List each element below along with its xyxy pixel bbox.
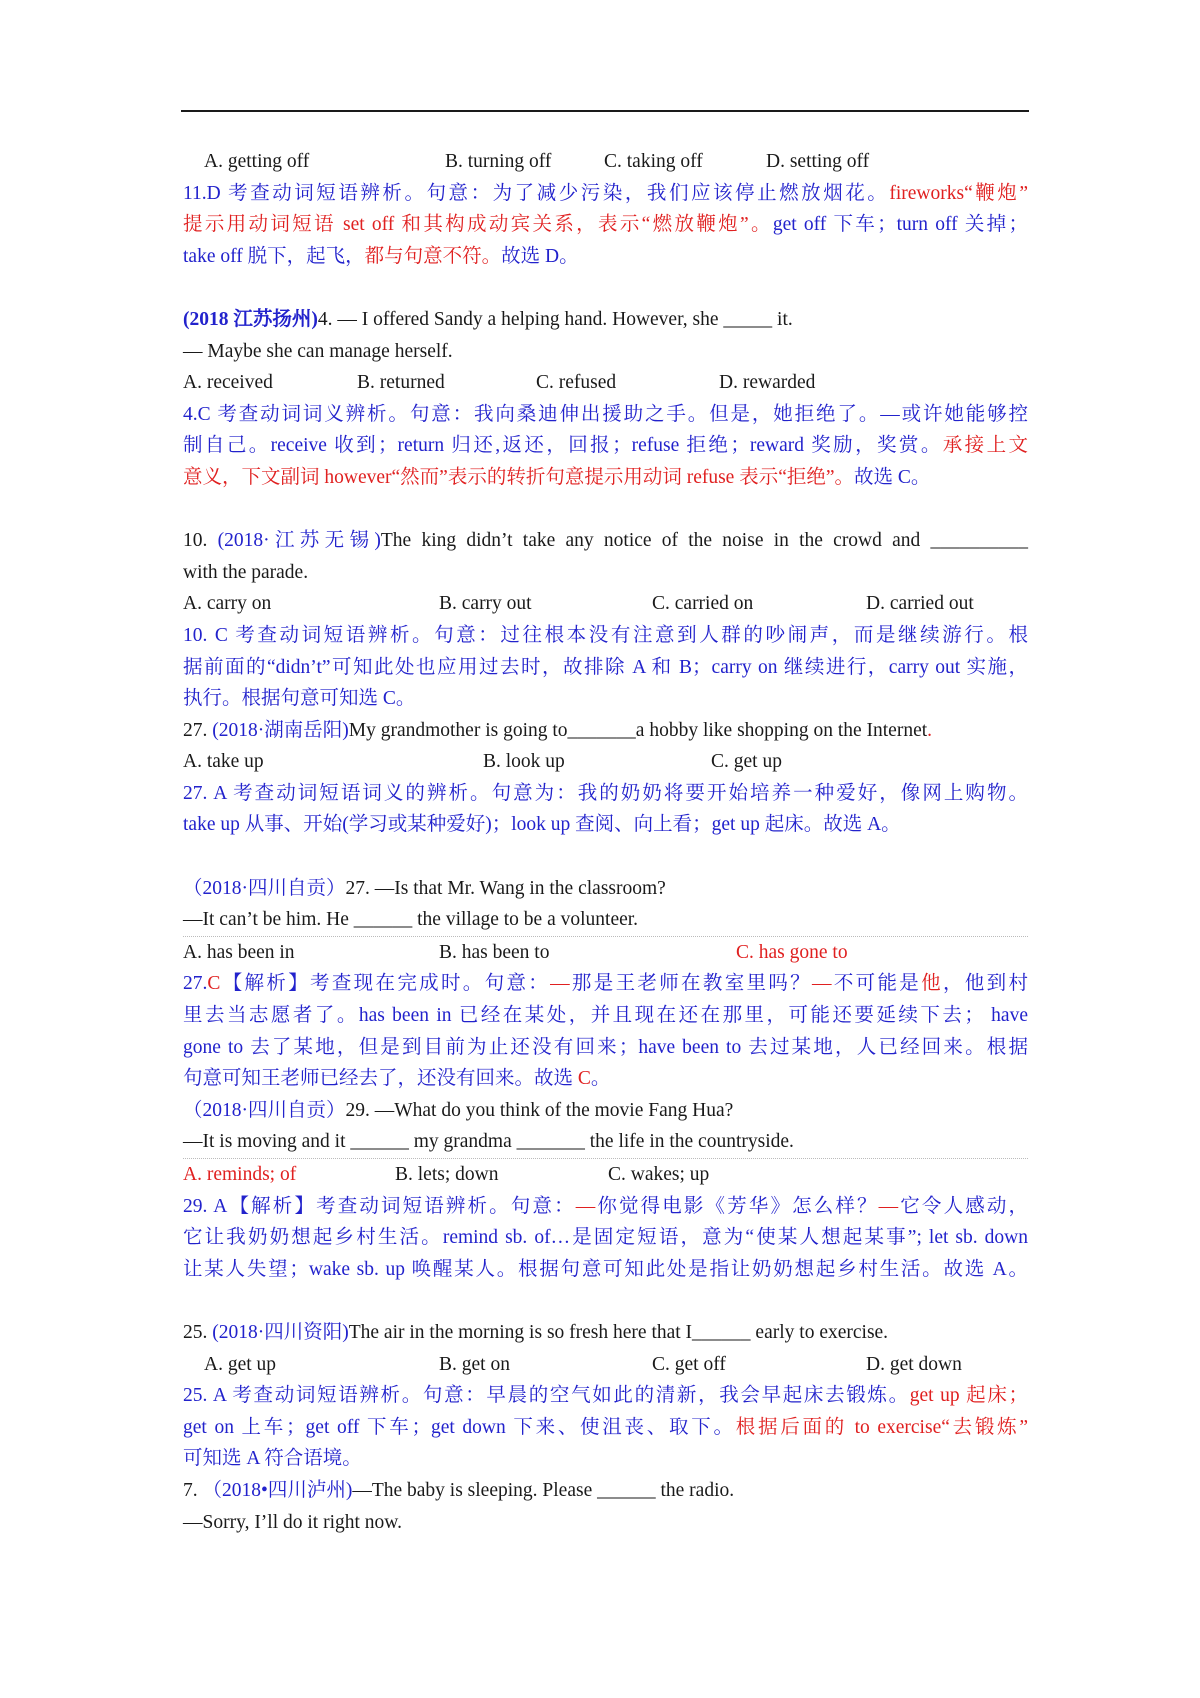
q10-option-a: A. carry on <box>183 593 272 615</box>
q7-source: （2018•四川泸州) <box>202 1479 353 1501</box>
q27b-reply: —It can’t be him. He ______ the village to be a volunteer. <box>183 904 1028 937</box>
header-rule <box>181 110 1029 112</box>
q27b-option-a: A. has been in <box>183 941 295 963</box>
q10-answer-line-1: 10. C 考查动词短语辨析。句意：过往根本没有注意到人群的吵闹声，而是继续游行。根 <box>183 624 1028 646</box>
q27b-option-c: C. has gone to <box>736 941 848 963</box>
q29-option-b: B. lets; down <box>395 1164 499 1185</box>
q27a-options <box>183 746 1028 778</box>
q4-reply: — Maybe she can manage herself. <box>183 340 453 362</box>
q25-options <box>183 1349 1028 1381</box>
q10-answer-line-2: 据前面的“didn’t”可知此处也应用过去时，故排除 A 和 B；carry on 继续进行，carry out 实施， <box>183 656 1028 678</box>
q11-option-a: A. getting off <box>204 151 310 172</box>
q27b-answer-line-3: gone to 去了某地，但是到目前为止还没有回来；have been to 去过某地，人已经回来。根据 <box>183 1036 1028 1058</box>
q4-answer-line-2: 制自己。receive 收到；return 归还,返还，回报；refuse 拒绝；reward 奖励，奖赏。承接上文 <box>183 435 1028 457</box>
q29-source: （2018·四川自贡） <box>183 1099 346 1121</box>
q27b-source: （2018·四川自贡） <box>183 877 346 899</box>
q27a-option-a: A. take up <box>183 751 264 773</box>
q25-source: (2018·四川资阳) <box>212 1321 349 1343</box>
q11-answer-line-2: 提示用动词短语 set off 和其构成动宾关系，表示“燃放鞭炮”。get off 下车；turn off 关掉； <box>183 214 1028 236</box>
q4-option-a: A. received <box>183 372 273 394</box>
q7-reply: —Sorry, I’ll do it right now. <box>183 1511 402 1533</box>
q10-option-b: B. carry out <box>439 593 532 615</box>
q25-option-c: C. get off <box>652 1353 726 1375</box>
q11-option-b: B. turning off <box>445 151 552 172</box>
q25-answer-line-2: get on 上车；get off 下车；get down 下来、使沮丧、取下。根据后面的 to exercise“去锻炼” <box>183 1416 1028 1438</box>
q27a-answer-line-1: 27. A 考查动词短语词义的辨析。句意为：我的奶奶将要开始培养一种爱好，像网上购物。 <box>183 782 1028 804</box>
q11-answer-line-3: take off 脱下，起飞，都与句意不符。故选 D。 <box>183 245 579 267</box>
q29-reply: —It is moving and it ______ my grandma _______ the life in the countryside. <box>183 1126 1028 1159</box>
q27a-stem: 27. (2018·湖南岳阳)My grandmother is going to_______a hobby like shopping on the Internet. <box>183 719 933 741</box>
q29-answer-line-1: 29. A【解析】考查动词短语辨析。句意：—你觉得电影《芳华》怎么样？—它令人感动， <box>183 1195 1028 1217</box>
q29-option-a: A. reminds; of <box>183 1164 297 1185</box>
q27a-option-c: C. get up <box>711 751 782 773</box>
q4-answer-line-3: 意义，下文副词 however“然而”表示的转折句意提示用动词 refuse 表示“拒绝”。故选 C。 <box>183 466 931 488</box>
q27a-answer-line-2: take up 从事、开始(学习或某种爱好)；look up 查阅、向上看；get up 起床。故选 A。 <box>183 814 901 836</box>
q11-answer-line-1: 11.D 考查动词短语辨析。句意：为了减少污染，我们应该停止燃放烟花。fireworks“鞭炮” <box>183 182 1028 204</box>
q10-source: (2018·江苏无锡) <box>217 530 381 552</box>
q10-option-d: D. carried out <box>866 593 974 615</box>
q11-option-d: D. setting off <box>766 151 870 172</box>
q4-answer-line-1: 4.C 考查动词词义辨析。句意：我向桑迪伸出援助之手。但是，她拒绝了。—或许她能够控 <box>183 403 1028 425</box>
q29-option-c: C. wakes; up <box>608 1164 710 1185</box>
q25-option-d: D. get down <box>866 1353 962 1375</box>
q10-answer-line-3: 执行。根据句意可知选 C。 <box>183 688 416 710</box>
q29-options <box>183 1159 1028 1191</box>
q27a-option-b: B. look up <box>483 751 565 773</box>
q29-answer-line-3: 让某人失望；wake sb. up 唤醒某人。根据句意可知此处是指让奶奶想起乡村生活。故选 A。 <box>183 1258 1028 1280</box>
q25-answer-line-1: 25. A 考查动词短语辨析。句意：早晨的空气如此的清新，我会早起床去锻炼。get up 起床； <box>183 1385 1028 1407</box>
q4-option-c: C. refused <box>536 372 617 394</box>
q7-stem: 7. （2018•四川泸州)—The baby is sleeping. Please ______ the radio. <box>183 1479 735 1501</box>
q27b-options <box>183 937 1028 969</box>
q27b-stem: （2018·四川自贡）27. —Is that Mr. Wang in the classroom? <box>183 877 666 899</box>
q27a-source: (2018·湖南岳阳) <box>212 719 349 741</box>
q25-option-b: B. get on <box>439 1353 510 1375</box>
document-body <box>183 146 1028 1538</box>
q27b-answer-line-1: 27.C【解析】考查现在完成时。句意：—那是王老师在教室里吗？—不可能是他，他到村 <box>183 973 1028 995</box>
q11-options <box>183 146 1028 178</box>
q25-option-a: A. get up <box>204 1353 277 1375</box>
q10-option-c: C. carried on <box>652 593 754 615</box>
q4-options <box>183 367 1028 399</box>
q27b-answer-line-4: 句意可知王老师已经去了，还没有回来。故选 C。 <box>183 1068 611 1090</box>
q25-stem: 25. (2018·四川资阳)The air in the morning is so fresh here that I______ early to exercise. <box>183 1321 889 1343</box>
q25-answer-line-3: 可知选 A 符合语境。 <box>183 1448 362 1470</box>
q29-stem: （2018·四川自贡）29. —What do you think of the movie Fang Hua? <box>183 1099 734 1121</box>
q27b-answer-line-2: 里去当志愿者了。has been in 已经在某处，并且现在还在那里，可能还要延续下去； have <box>183 1005 1028 1027</box>
q4-stem: (2018 江苏扬州)4. — I offered Sandy a helping hand. However, she _____ it. <box>183 308 793 330</box>
q10-options <box>183 588 1028 620</box>
q29-answer-line-2: 它让我奶奶想起乡村生活。remind sb. of…是固定短语，意为“使某人想起某事”; let sb. down <box>183 1227 1028 1249</box>
q4-option-d: D. rewarded <box>719 372 816 394</box>
q11-option-c: C. taking off <box>604 151 703 172</box>
q4-source: (2018 江苏扬州) <box>183 308 318 330</box>
q10-stem-line-2: with the parade. <box>183 561 309 583</box>
q27b-option-b: B. has been to <box>439 941 550 963</box>
q4-option-b: B. returned <box>357 372 445 394</box>
q10-stem-line-1: 10. (2018·江苏无锡)The king didn’t take any notice of the noise in the crowd and __________ <box>183 530 1029 552</box>
